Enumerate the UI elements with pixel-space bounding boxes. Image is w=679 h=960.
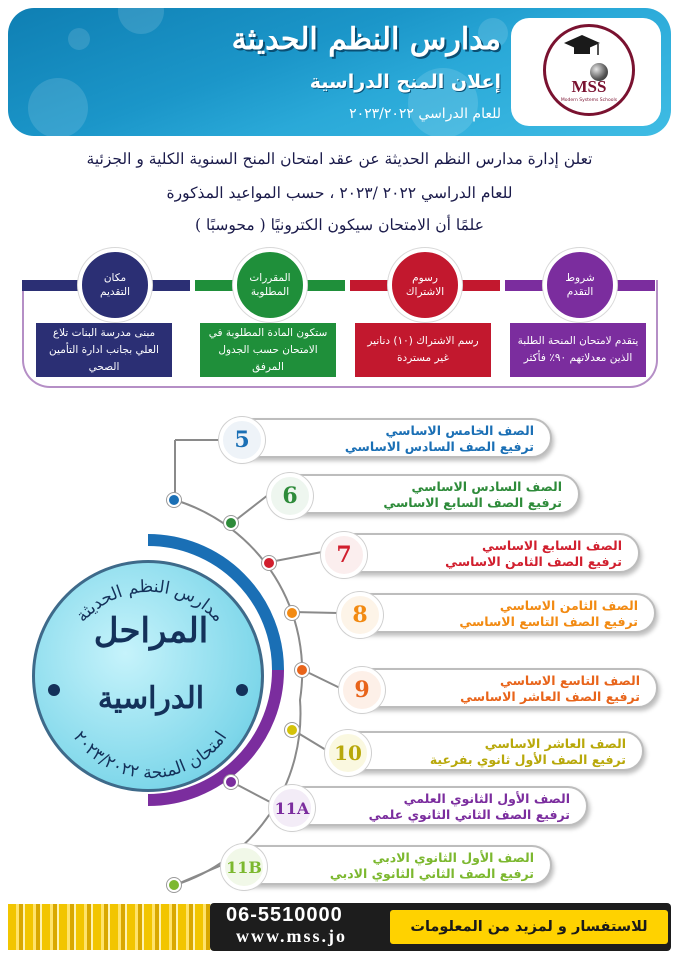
academic-year: للعام الدراسي ٢٠٢٣/٢٠٢٢	[349, 106, 501, 122]
stage-label	[445, 538, 622, 570]
info-title-subjects: المقررات المطلوبة	[233, 248, 307, 322]
stage-label	[330, 850, 534, 882]
stage-dot	[285, 723, 299, 737]
stage-label	[345, 423, 534, 455]
stage-item-9	[340, 668, 658, 708]
info-body-location: مبنى مدرسة البنات تلاع العلي بجانب ادارة التأمين الصحي	[36, 323, 172, 377]
intro-line-2: للعام الدراسي ٢٠٢٢ /٢٠٢٣ ، حسب المواعيد المذكورة	[166, 184, 513, 202]
info-body-subjects: ستكون المادة المطلوبة في الامتحان حسب الجدول المرفق	[200, 323, 336, 377]
logo-text: MSS	[571, 77, 607, 96]
stage-dot	[224, 516, 238, 530]
stages-badge	[32, 560, 264, 792]
stage-grade: الصف السابع الاساسي	[481, 538, 622, 553]
stage-promotion: ترفيع الصف السادس الاساسي	[344, 439, 534, 454]
logo-subtext: Modern Systems Schools	[560, 98, 618, 103]
intro-line-1: تعلن إدارة مدارس النظم الحديثة عن عقد امتحان المنح السنوية الكلية و الجزئية	[86, 150, 593, 168]
stage-number: 7	[321, 532, 367, 578]
stage-grade: الصف الأول الثانوي الادبي	[372, 850, 534, 865]
stage-dot	[295, 663, 309, 677]
stage-grade: الصف الثامن الاساسي	[499, 598, 638, 613]
badge-title-1: المراحل	[93, 611, 209, 651]
badge-arc-top: مدارس النظم الحديثة	[72, 576, 228, 627]
stage-grade: الصف العاشر الاساسي	[484, 736, 626, 751]
stage-number: 9	[339, 667, 385, 713]
badge-title-2: الدراسية	[97, 681, 205, 716]
stage-item-5	[220, 418, 552, 458]
intro-line-3: علمًا أن الامتحان سيكون الكترونيًا ( محوسبًا )	[195, 216, 484, 234]
stage-item-10	[326, 731, 644, 771]
stage-dot	[262, 556, 276, 570]
stage-promotion: ترفيع الصف الثاني الثانوي الادبي	[329, 866, 534, 881]
stage-item-11b	[222, 845, 552, 885]
stage-item-6	[268, 474, 580, 514]
badge-arc-bottom: امتحان المنحة ٢٠٢٣/٢٠٢٢	[68, 727, 232, 784]
phone-number[interactable]: 06-5510000	[226, 904, 343, 926]
stage-promotion: ترفيع الصف الثاني الثانوي علمي	[368, 807, 570, 822]
header-banner	[8, 8, 671, 136]
school-logo	[511, 18, 661, 126]
stage-label	[430, 736, 626, 768]
stage-label	[369, 791, 570, 823]
decor-bubble	[118, 8, 164, 34]
info-body-fees: رسم الاشتراك (١٠) دنانير غير مستردة	[355, 323, 491, 377]
badge-arc-text	[32, 560, 264, 792]
stage-number: 6	[267, 473, 313, 519]
stage-dot	[167, 493, 181, 507]
stage-promotion: ترفيع الصف التاسع الاساسي	[459, 614, 638, 629]
info-body-conditions: يتقدم لامتحان المنحة الطلبة الذين معدلاتهم ٩٠٪ فأكثر	[510, 323, 646, 377]
stage-grade: الصف الخامس الاساسي	[385, 423, 534, 438]
decor-bubble	[68, 28, 90, 50]
info-title-conditions: شروط التقدم	[543, 248, 617, 322]
stage-grade: الصف السادس الاساسي	[411, 479, 562, 494]
stage-item-11a	[270, 786, 588, 826]
stage-number: 10	[325, 730, 371, 776]
stage-grade: الصف التاسع الاساسي	[499, 673, 640, 688]
stage-promotion: ترفيع الصف الأول ثانوي بفرعية	[429, 752, 626, 767]
stage-promotion: ترفيع الصف الثامن الاساسي	[445, 554, 622, 569]
stage-dot	[285, 606, 299, 620]
page-title: مدارس النظم الحديثة	[231, 22, 501, 57]
stage-item-8	[338, 593, 656, 633]
svg-text:امتحان المنحة ٢٠٢٣/٢٠٢٢	[69, 728, 231, 784]
graduation-cap-icon	[562, 35, 602, 57]
stage-item-7	[322, 533, 640, 573]
stage-number: 8	[337, 592, 383, 638]
stage-number: 5	[219, 417, 265, 463]
website-link[interactable]: www.mss.jo	[236, 926, 348, 946]
stage-number: 11A	[269, 785, 315, 831]
stage-number: 11B	[221, 844, 267, 890]
page-subtitle: إعلان المنح الدراسية	[309, 71, 501, 93]
stage-grade: الصف الأول الثانوي العلمي	[403, 791, 570, 806]
stage-label	[383, 479, 562, 511]
info-title-location: مكان التقديم	[78, 248, 152, 322]
decor-bubble	[28, 78, 88, 136]
stage-promotion: ترفيع الصف السابع الاساسي	[383, 495, 562, 510]
stage-dot	[167, 878, 181, 892]
info-title-fees: رسوم الاشتراك	[388, 248, 462, 322]
stage-label	[460, 673, 640, 705]
stage-label	[459, 598, 638, 630]
contact-label: للاستفسار و لمزيد من المعلومات	[390, 910, 668, 944]
stage-promotion: ترفيع الصف العاشر الاساسي	[460, 689, 640, 704]
logo-ring	[543, 24, 635, 116]
